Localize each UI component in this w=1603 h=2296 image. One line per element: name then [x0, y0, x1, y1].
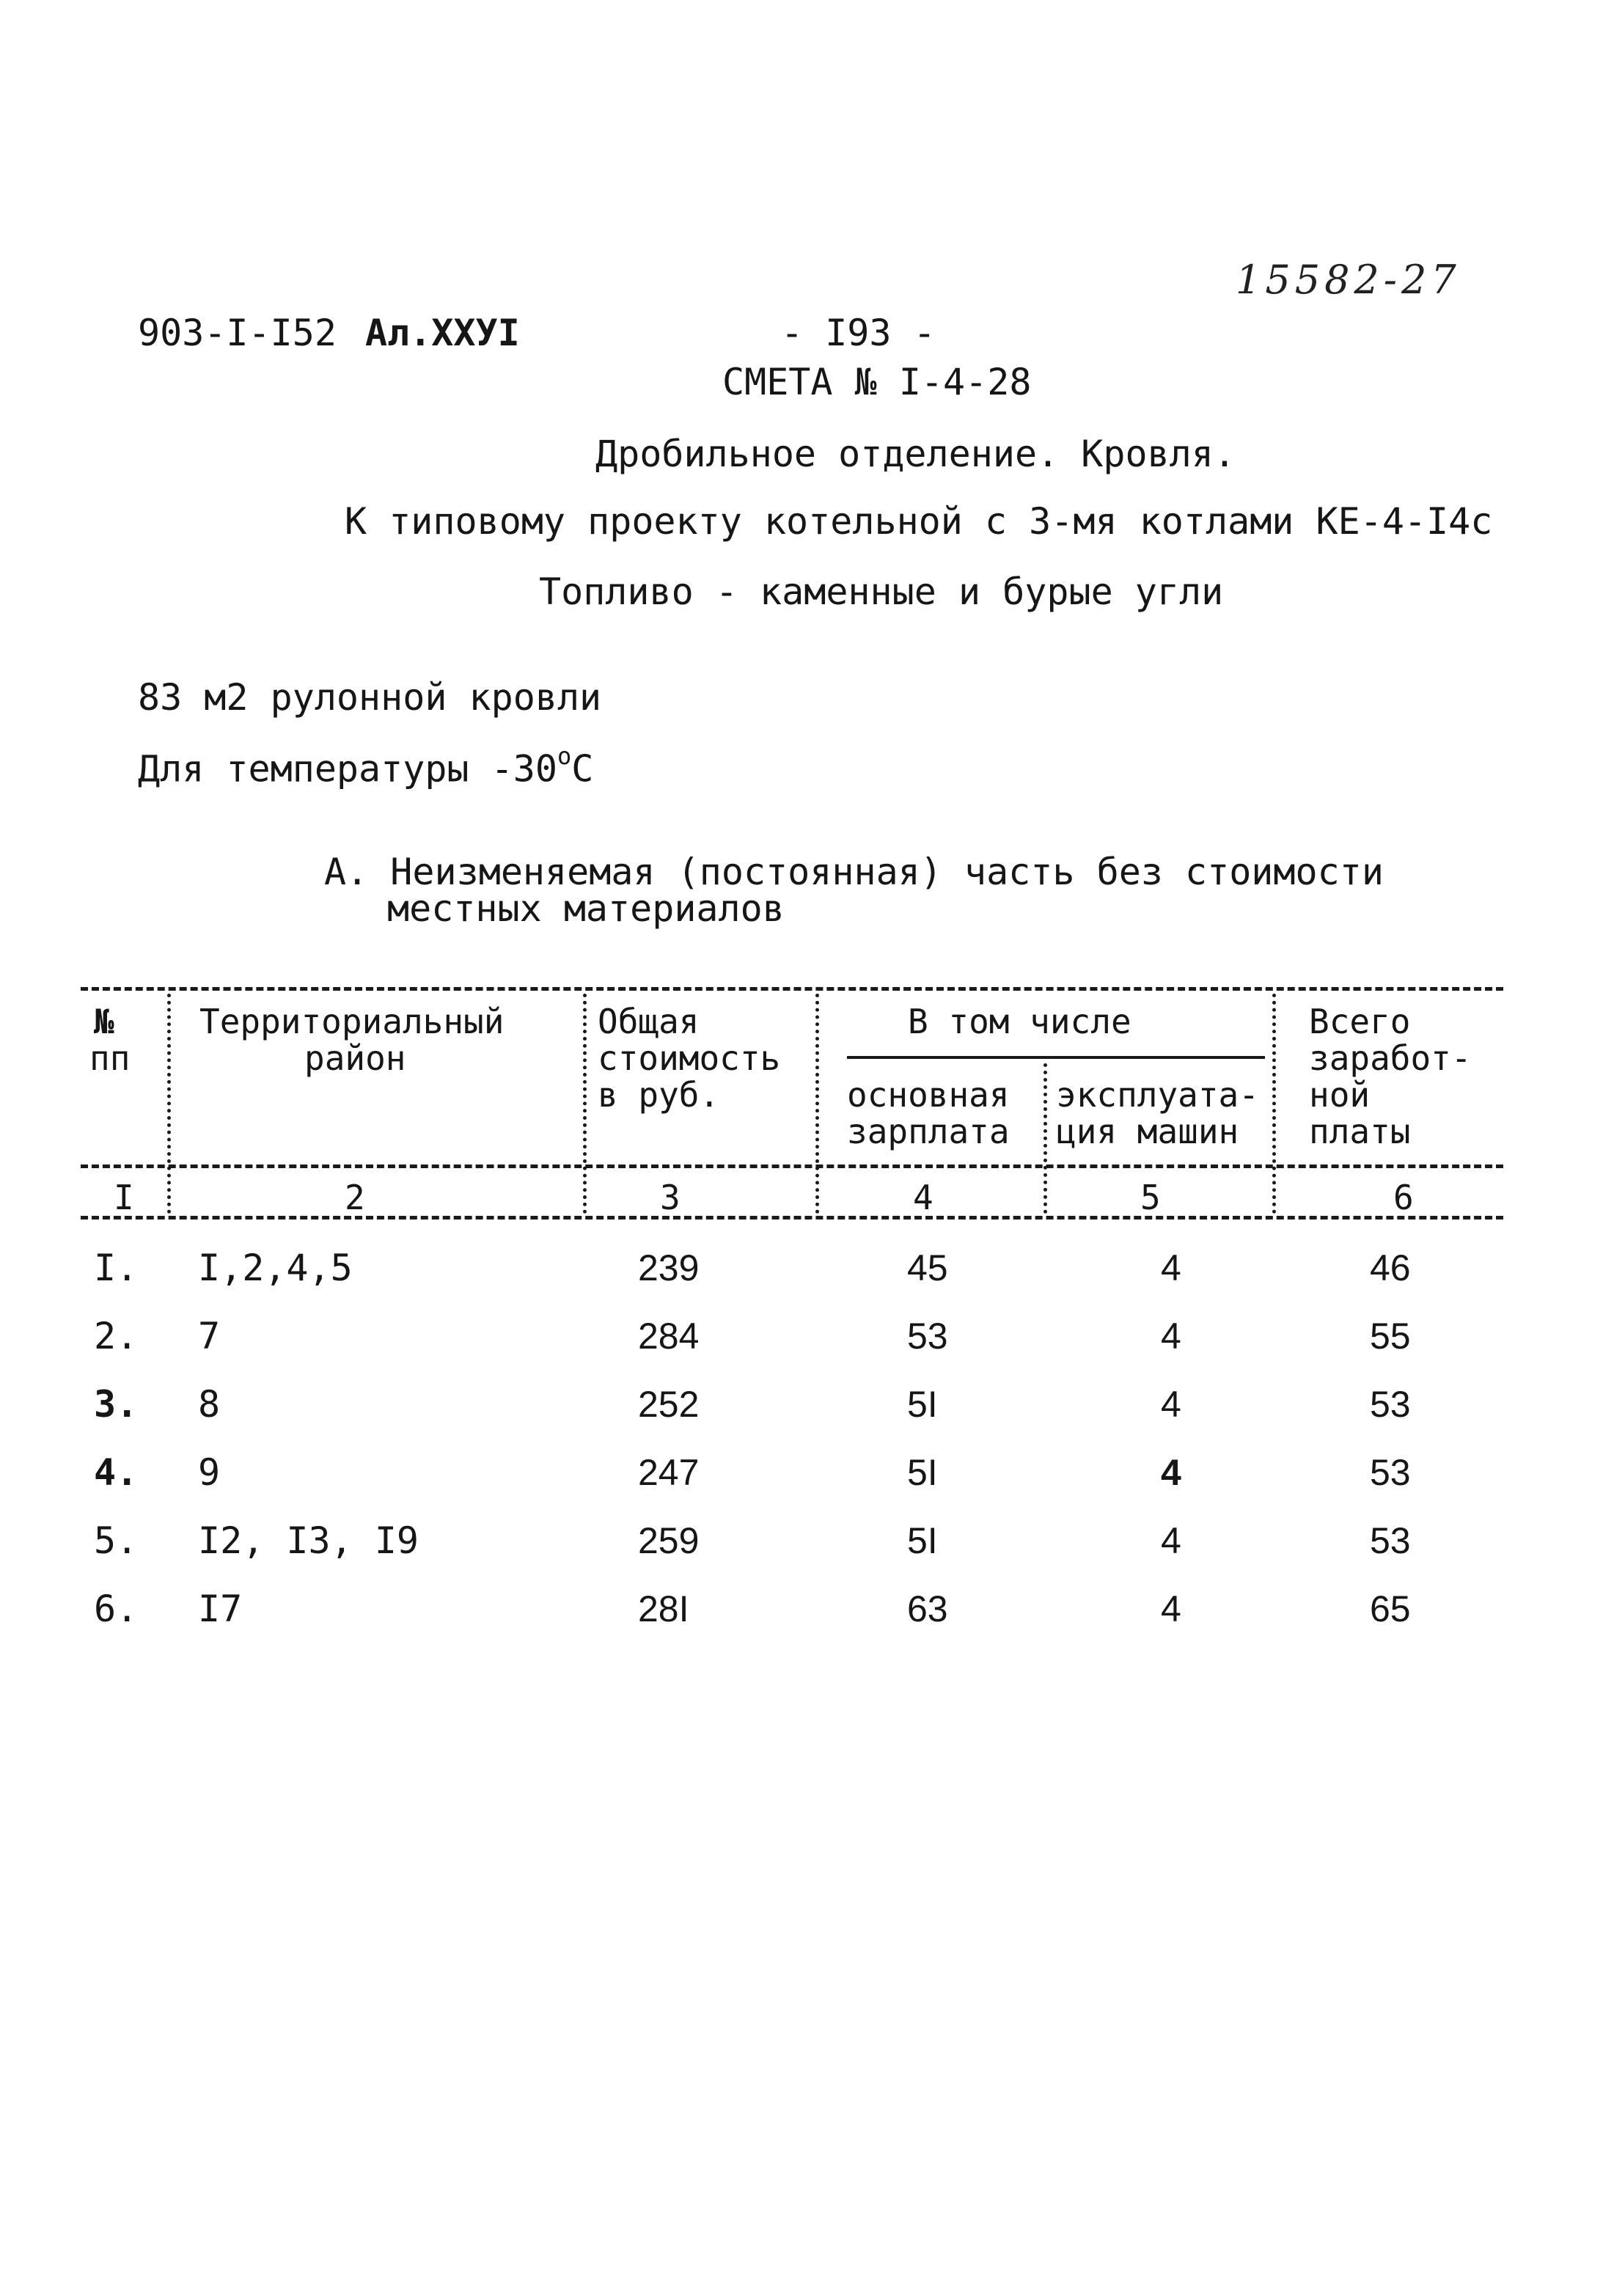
column-number: 6 — [1393, 1178, 1414, 1217]
project-reference: К типовому проекту котельной с 3-мя котлами КЕ-4-I4с — [345, 500, 1493, 543]
section-title-cont: местных материалов — [387, 887, 785, 930]
header-region-sub: район — [304, 1038, 406, 1078]
row-region: I2, I3, I9 — [198, 1519, 419, 1562]
row-wages: 53 — [1370, 1452, 1411, 1493]
album-label: Ал.XXУI — [365, 312, 520, 354]
column-number: 3 — [660, 1178, 681, 1217]
row-region: 8 — [198, 1383, 221, 1426]
column-number: 4 — [913, 1178, 933, 1217]
table-top-rule — [81, 987, 1503, 991]
row-region: I7 — [198, 1588, 243, 1630]
column-number-rule — [81, 1216, 1503, 1219]
row-total: 259 — [638, 1520, 700, 1561]
row-machines: 4 — [1161, 1588, 1181, 1629]
section-title: А. Неизменяемая (постоянная) часть без стоимости — [324, 851, 1384, 893]
row-salary: 5I — [907, 1452, 938, 1493]
page-number: - I93 - — [781, 312, 936, 354]
header-total-sub: стоимость — [598, 1038, 781, 1078]
row-region: 9 — [198, 1451, 221, 1494]
row-number: 4. — [94, 1451, 139, 1494]
row-salary: 5I — [907, 1520, 938, 1561]
estimate-title: СМЕТА № I-4-28 — [722, 361, 1032, 403]
column-number: I — [114, 1178, 134, 1217]
row-number: I. — [94, 1247, 139, 1289]
header-salary-sub: зарплата — [847, 1112, 1010, 1151]
header-region: Территориальный — [199, 1002, 505, 1041]
row-number: 3. — [94, 1383, 139, 1426]
row-salary: 5I — [907, 1384, 938, 1425]
group-header-rule — [847, 1056, 1265, 1059]
row-total: 284 — [638, 1316, 700, 1357]
column-number: 5 — [1140, 1178, 1161, 1217]
row-total: 28I — [638, 1588, 689, 1629]
column-divider — [583, 994, 587, 1214]
column-number: 2 — [345, 1178, 365, 1217]
row-region: I,2,4,5 — [198, 1247, 353, 1289]
header-wages-sub2: ной — [1309, 1075, 1371, 1115]
row-wages: 53 — [1370, 1520, 1411, 1561]
row-region: 7 — [198, 1315, 221, 1357]
header-salary: основная — [847, 1075, 1010, 1115]
header-wages-sub: заработ- — [1309, 1038, 1472, 1078]
header-group: В том числе — [908, 1002, 1131, 1041]
row-machines: 4 — [1161, 1247, 1181, 1288]
degree-mark: о — [557, 742, 572, 770]
header-machines-sub: ция машин — [1056, 1112, 1239, 1151]
row-number: 6. — [94, 1588, 139, 1630]
header-wages-sub3: платы — [1309, 1112, 1411, 1151]
row-number: 5. — [94, 1519, 139, 1562]
header-total-unit: в руб. — [598, 1075, 720, 1115]
row-machines: 4 — [1161, 1452, 1181, 1493]
document-subtitle: Дробильное отделение. Кровля. — [595, 433, 1236, 475]
column-divider — [167, 994, 171, 1214]
row-wages: 53 — [1370, 1384, 1411, 1425]
document-code: 903-I-I52 — [138, 312, 337, 354]
row-salary: 45 — [907, 1247, 948, 1288]
row-salary: 63 — [907, 1588, 948, 1629]
header-number-sub: пп — [89, 1038, 131, 1078]
row-total: 247 — [638, 1452, 700, 1493]
header-machines: эксплуата- — [1056, 1075, 1259, 1115]
row-salary: 53 — [907, 1316, 948, 1357]
roof-area: 83 м2 рулонной кровли — [138, 676, 602, 719]
handwritten-number: 15582-27 — [1236, 257, 1461, 303]
temperature-unit: С — [571, 747, 594, 791]
header-number: № — [94, 1002, 114, 1041]
row-total: 239 — [638, 1247, 700, 1288]
column-divider — [1043, 1063, 1047, 1214]
row-wages: 46 — [1370, 1247, 1411, 1288]
row-wages: 65 — [1370, 1588, 1411, 1629]
header-total: Общая — [598, 1002, 700, 1041]
row-machines: 4 — [1161, 1384, 1181, 1425]
header-bottom-rule — [81, 1164, 1503, 1168]
row-machines: 4 — [1161, 1520, 1181, 1561]
temperature-prefix: Для температуры -30 — [138, 747, 557, 791]
fuel-type: Топливо - каменные и бурые угли — [539, 571, 1224, 613]
header-wages: Всего — [1309, 1002, 1411, 1041]
row-number: 2. — [94, 1315, 139, 1357]
column-divider — [815, 994, 819, 1214]
row-total: 252 — [638, 1384, 700, 1425]
row-machines: 4 — [1161, 1316, 1181, 1357]
temperature-line — [138, 742, 594, 791]
row-wages: 55 — [1370, 1316, 1411, 1357]
column-divider — [1272, 994, 1276, 1214]
